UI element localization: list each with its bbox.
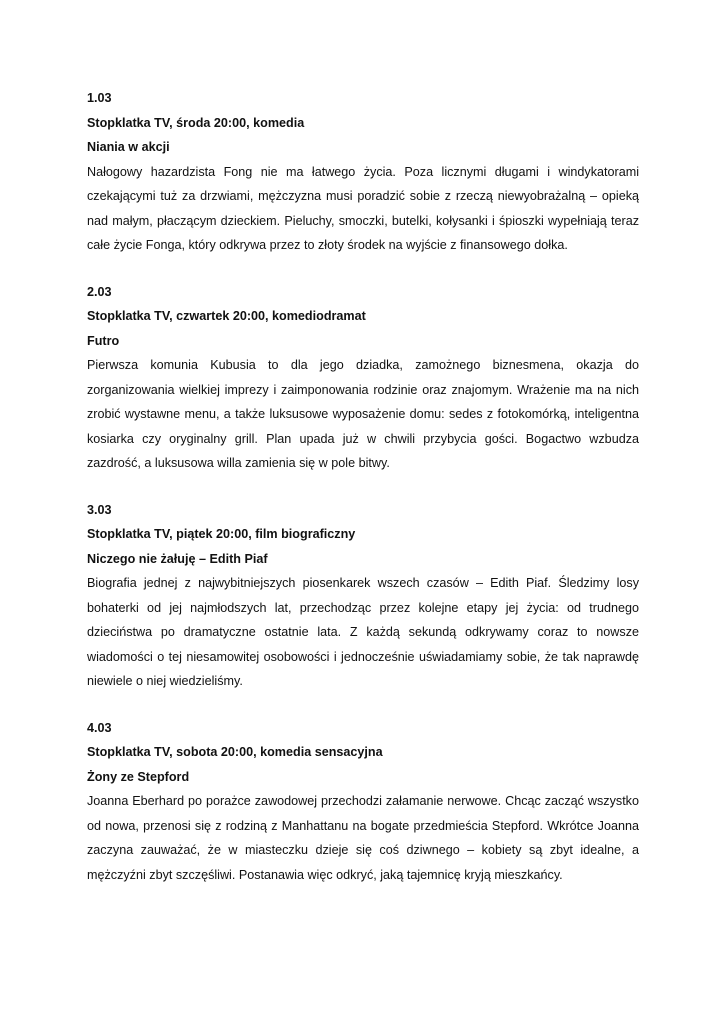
schedule-entry-3 [87, 498, 639, 694]
entry-title: Futro [87, 333, 120, 348]
entry-title: Niania w akcji [87, 140, 170, 154]
entry-description: Pierwsza komunia Kubusia to dla jego dziadka, zamożnego biznesmena, okazja do zorganizowania wielkiej imprezy i zaimponowania rodzinie oraz znajomym. Wrażenie ma na nich zrobić wystawne menu, a także luksusowe wyposażenie domu: sedes z fotokomórką, inteligentna kosiarka czy oryginalny grill. Plan upada już w chwili przybycia gości. Bogactwo wzbudza zazdrość, a luksusowa willa zamienia się w pole bitwy. [87, 358, 639, 470]
entry-description: Biografia jednej z najwybitniejszych piosenkarek wszech czasów – Edith Piaf. Śledzimy losy bohaterki od jej najmłodszych lat, przechodząc przez kolejne etapy jej życia: od trudnego dzieciństwa po dramatyczne ostatnie lata. Z każdą sekundą odkrywamy coraz to nowsze wiadomości o tej niesamowitej osobowości i jednocześnie uświadamiamy sobie, że tak naprawdę niewiele o niej wiedzieliśmy. [87, 576, 639, 688]
entry-date: 4.03 [87, 720, 112, 735]
entry-date: 3.03 [87, 502, 112, 517]
entry-channel-time-genre: Stopklatka TV, czwartek 20:00, komediodramat [87, 309, 366, 323]
entry-description: Joanna Eberhard po porażce zawodowej przechodzi załamanie nerwowe. Chcąc zacząć wszystko od nowa, przenosi się z rodziną z Manhattanu na bogate przedmieścia Stepford. Wkrótce Joanna zaczyna zauważać, że w miasteczku dzieje się coś dziwnego – kobiety są zbyt idealne, a mężczyźni zbyt szczęśliwi. Postanawia więc odkryć, jaką tajemnicę kryją mieszkańcy. [87, 794, 639, 882]
schedule-document [87, 86, 639, 909]
schedule-entry-4 [87, 716, 639, 888]
entry-title: Żony ze Stepford [87, 769, 190, 784]
entry-title: Niczego nie żałuję – Edith Piaf [87, 551, 268, 566]
entry-channel-time-genre: Stopklatka TV, sobota 20:00, komedia sensacyjna [87, 745, 383, 759]
schedule-entry-2 [87, 280, 639, 476]
entry-date: 1.03 [87, 91, 112, 105]
entry-description: Nałogowy hazardzista Fong nie ma łatwego życia. Poza licznymi długami i windykatorami czekającymi tuż za drzwiami, mężczyzna musi poradzić sobie z rzeczą niewyobrażalną – opieką nad małym, płaczącym dzieckiem. Pieluchy, smoczki, butelki, kołysanki i śpioszki wypełniają teraz całe życie Fonga, który odkrywa przez to złoty środek na wyjście z finansowego dołka. [87, 164, 639, 252]
entry-channel-time-genre: Stopklatka TV, środa 20:00, komedia [87, 115, 305, 130]
entry-channel-time-genre: Stopklatka TV, piątek 20:00, film biograficzny [87, 527, 356, 541]
schedule-entry-1 [87, 86, 639, 258]
entry-date: 2.03 [87, 284, 112, 299]
